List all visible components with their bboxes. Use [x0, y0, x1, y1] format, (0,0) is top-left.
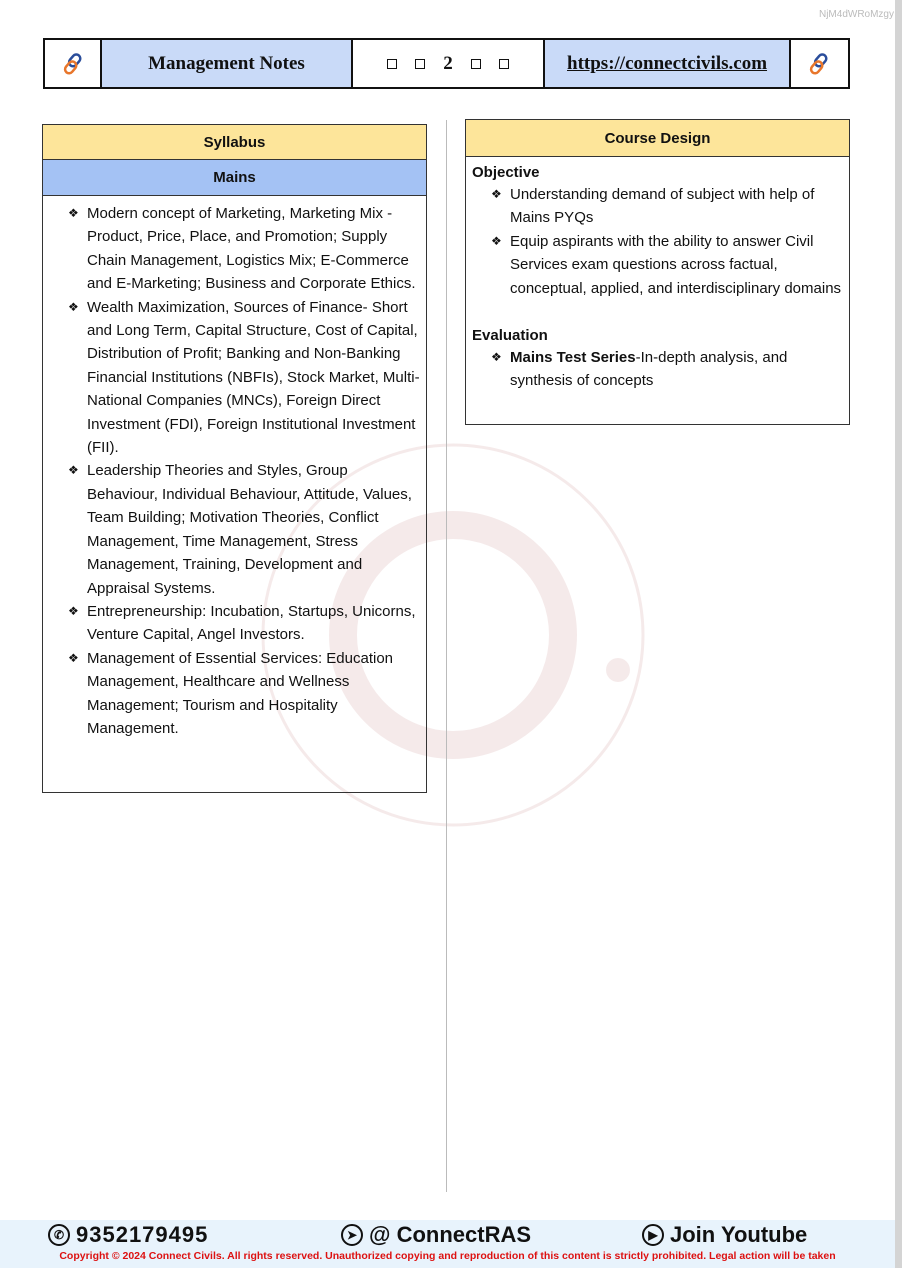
youtube-icon: ▶	[642, 1224, 664, 1246]
document-title: Management Notes	[102, 40, 352, 87]
phone-contact[interactable]: ✆ 9352179495	[48, 1222, 208, 1248]
course-design-heading: Course Design	[466, 120, 849, 157]
phone-icon: ✆	[48, 1224, 70, 1246]
link-icon	[45, 40, 102, 87]
course-design-table	[465, 119, 850, 425]
list-item: ❖ Entrepreneurship: Incubation, Startups, Unicorns, Venture Capital, Angel Investors.	[68, 602, 416, 644]
evaluation-label: Evaluation	[472, 327, 548, 345]
page-number-cell	[353, 40, 546, 87]
footer	[0, 1220, 895, 1268]
telegram-link[interactable]: ➤ @ ConnectRAS	[341, 1222, 531, 1248]
mains-heading: Mains	[43, 160, 426, 196]
website-link[interactable]: https://connectcivils.com	[545, 40, 790, 87]
objective-label: Objective	[472, 164, 540, 181]
youtube-link[interactable]: ▶ Join Youtube	[642, 1222, 807, 1248]
syllabus-heading: Syllabus	[43, 125, 426, 160]
telegram-icon: ➤	[341, 1224, 363, 1246]
list-item: ❖ Mains Test Series-In-depth analysis, and synthesis of concepts	[491, 349, 788, 390]
copyright-notice: Copyright © 2024 Connect Civils. All rights reserved. Unauthorized copying and reproduction of this content is strictly prohibited. Legal action will be taken	[59, 1250, 836, 1262]
list-item: ❖ Equip aspirants with the ability to answer Civil Services exam questions across factual, conceptual, applied, and interdisciplinary domains	[491, 232, 842, 297]
syllabus-list	[43, 196, 426, 740]
list-item: ❖ Wealth Maximization, Sources of Finance- Short and Long Term, Capital Structure, Cost of Capital, Distribution of Profit; Banking and Non-Banking Financial Institutions (NBFIs), Stock Market, Multi-National Companies (MNCs), Foreign Direct Investment (FDI), Foreign Institutional Investment (FII).	[68, 298, 420, 457]
list-item: ❖ Leadership Theories and Styles, Group Behaviour, Individual Behaviour, Attitude, Values, Team Building; Motivation Theories, Conflict Management, Time Management, Stress Management, Training, Development and Appraisal Systems.	[68, 462, 412, 597]
column-divider	[446, 120, 447, 1192]
document-id: NjM4dWRoMzgy	[818, 9, 894, 20]
link-icon	[791, 40, 848, 87]
list-item: ❖ Management of Essential Services: Education Management, Healthcare and Wellness Management; Tourism and Hospitality Management.	[68, 649, 393, 737]
scrollbar[interactable]	[895, 0, 902, 1268]
list-item: ❖ Modern concept of Marketing, Marketing Mix - Product, Price, Place, and Promotion; Supply Chain Management, Logistics Mix; E-Commerce and E-Marketing; Business and Corporate Ethics.	[68, 205, 416, 293]
page-number: 2	[443, 52, 453, 74]
syllabus-table	[42, 124, 427, 793]
page-header	[43, 38, 850, 89]
list-item: ❖ Understanding demand of subject with help of Mains PYQs	[491, 186, 815, 227]
